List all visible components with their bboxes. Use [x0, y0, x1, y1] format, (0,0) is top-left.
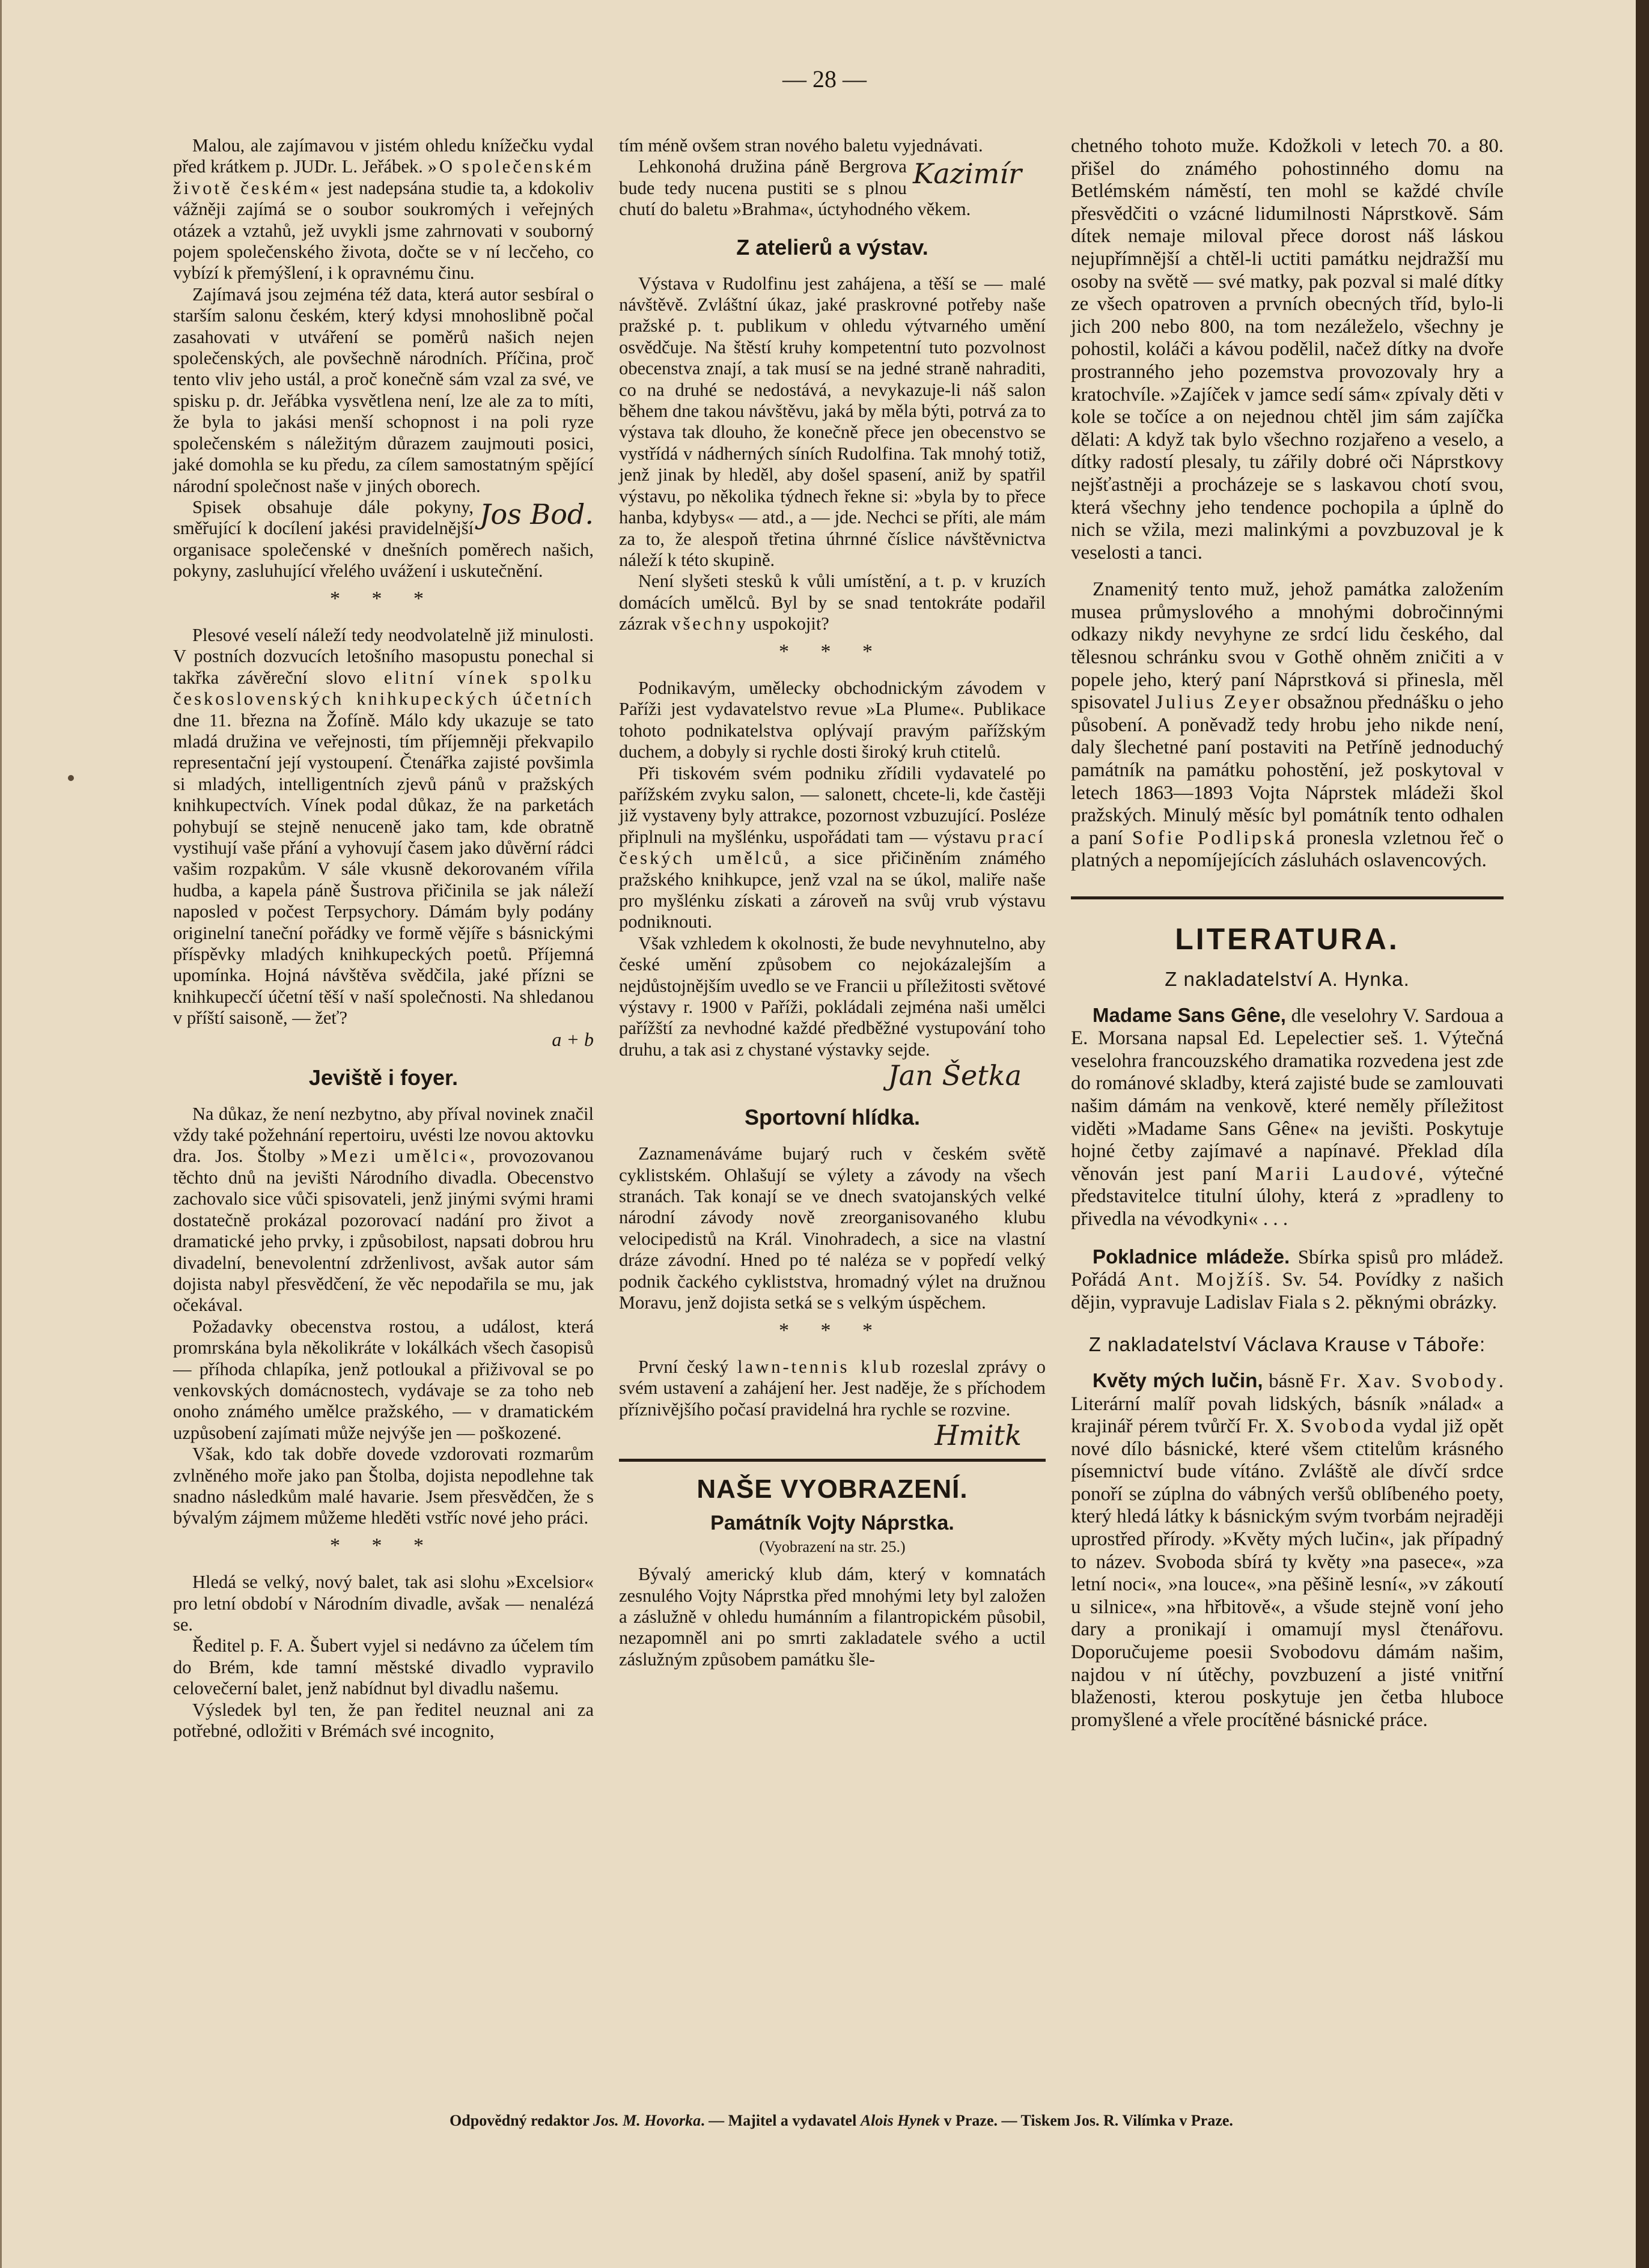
paragraph: Plesové veselí náleží tedy neodvolatelně již minulosti. V postních dozvucích letošního masopustu ponechal si takřka závěreční slovo elitní vínek spolku československých knihkupeckých účetních dne 11. března na Žofíně. Málo kdy ukazuje se tato mladá družina ve veřejnosti, tím příjemněji překvapilo representační její vystoupení. Čtenářka zajisté povšimla si mladých, intelligentních zjevů pánů v pražských knihkupectvích. Vínek podal důkaz, že na parketách pohybují se stejně nenuceně jako tam, kde obratně vystihují vaše přání a vyhovují časem jako důvěrní rádci vašim rozpakům. V sále vkusně dekorovaném vířila hudba, a kapela páně Šustrova přičinila se jak náleží naposled v počest Terpsychory. Dámám byly podány originelní taneční pořádky ve formě vějíře s básnickými příspěvky mladých knihkupeckých poetů. Příjemná upomínka. Hojná návštěva svědčila, jaké přízni se knihkupecčí účetní těší v naší společnosti. Na shledanou v příští saisoně, — žeť? — [173, 624, 594, 1029]
book-review: Pokladnice mládeže. Sbírka spisů pro mládež. Pořádá Ant. Mojžíš. Sv. 54. Povídky z našich dějin, vypravuje Ladislav Fiala s 2. pěknými obrázky. — [1071, 1245, 1504, 1313]
paragraph: Zajímavá jsou zejména též data, která autor sesbíral o starším salonu českém, který kdysi mnohoslibně počal zasahovati v utváření se poměrů našich nejen společenských, ale povšechně národních. Příčina, proč tento vliv jeho ustál, a proč konečně sám vzal za své, ve spisku p. dr. Jeřábka vysvětlena není, lze ale za to míti, že byla to jakási menší schopnost i na poli ryze společenském s náležitým důrazem zaujmouti posici, jaké domohla se ku předu, za cílem samostatným spějící národní společnost naše v jiných oborech. — [173, 284, 594, 496]
paragraph: tím méně ovšem stran nového baletu vyjednávati. — [619, 135, 983, 156]
paragraph: Však, kdo tak dobře dovede vzdorovati rozmarům zvlněného moře jako pan Štolba, dojista nepodlehne tak snadno následkům malé havarie. Jsem přesvědčen, že s bývalým zájmem můžeme hleděti vstříc nové jeho práci. — [173, 1444, 594, 1528]
signature: Hmitk — [934, 1419, 1022, 1452]
paragraph: Znamenitý tento muž, jehož památka založením musea průmyslového a mnohými dobročinnými odkazy nikdy nevyhyne ze srdcí lidu českého, dal tělesnou schránku svou v Gothě ohněm zničiti a v popele jeho, který paní Náprstková si přinesla, měl spisovatel Julius Zeyer obsažnou přednášku o jeho působení. A poněvadž tedy hrobu jeho nikde není, daly šlechetné paní postaviti na Petříně jednoduchý památník na památku pohostění, jež poskytoval v letech 1863—1893 Vojta Náprstek mládeži škol pražských. Minulý měsíc byl pomátník tento odhalen a paní Sofie Podlipská pronesla vzletnou řeč o platných a nepomíjejících zásluhách oslavencových. — [1071, 579, 1504, 872]
column-3 — [1071, 135, 1504, 1731]
paragraph: První český lawn-tennis klub rozeslal zprávy o svém ustavení a zahájení her. Jest naděje, že s příchodem příznivějšího počasí pravidelná hra rychle se rozvine. — [619, 1356, 1046, 1420]
paragraph: Na důkaz, že není nezbytno, aby příval novinek značil vždy také požehnání repertoiru, uvésti lze novou aktovku dra. Jos. Štolby »Mezi umělci«, provozovanou těchto dnů na jevišti Národního divadla. Obecenstvo zachovalo sice vůči spisovateli, jenž jinými svými hrami dostatečně prokázal pozorovací nadání pro život a dramatické jeho prvky, i způsobilost, napsati dobrou hru divadelní, benevolentní zdrženlivost, avšak autor sám dojista nabyl přesvědčení, že věc nepodařila se mu, jak očekával. — [173, 1103, 594, 1316]
page-edge-left — [0, 0, 2, 2268]
divider — [619, 1459, 1046, 1462]
paragraph: Výstava v Rudolfinu jest zahájena, a těší se — malé návštěvě. Zvláštní úkaz, jaké praskrovné potřeby naše pražské p. t. publikum v ohledu výtvarného umění osvědčuje. Na štěstí kruhy kompetentní tuto pozvolnost obecenstva znají, a tak musí se na jedné straně nahraditi, co na druhé se nedostává, a nevykazuje-li náš salon během dne takou návštěvu, jaká by měla býti, potrvá za to výstava tak dlouho, že konečně přece jen obecenstvo se vystřídá v nádherných síních Rudolfina. Tak mnohý totiž, jenž jinak by hleděl, aby došel spasení, aniž by spatřil výstavu, po několika týdnech řekne si: »byla by to přece hanba, kdybys« — atd., a — jde. Nechci se příti, ale mám za to, že alespoň třetina úhrnné číslice návštěvnictva náleží k této skupině. — [619, 273, 1046, 570]
literature-heading: LITERATURA. — [1175, 922, 1400, 956]
paragraph: Podnikavým, umělecky obchodnickým závodem v Paříži jest vydavatelstvo revue »La Plume«. Publikace tohoto podnikatelstva oplývají pravým pařížským duchem, a dobyly si rychle dosti široký kruh ctitelů. — [619, 677, 1046, 762]
section-stars: * * * — [330, 1534, 437, 1557]
section-stars: * * * — [330, 587, 437, 610]
paragraph: Však vzhledem k okolnosti, že bude nevyhnutelno, aby české umění způsobem co nejokázalejším a nejdůstojnějším uvedlo se ve Francii u příležitosti světové výstavy r. 1900 v Paříži, pokládali zejména naši umělci pařížští za nevhodné každé předběžné vystupování toho druhu, a tak asi z chystané výstavky sejde. — [619, 932, 1046, 1060]
paragraph: Výsledek byl ten, že pan ředitel neuznal ani za potřebné, odložiti v Brémách své incognito, — [173, 1699, 594, 1742]
section-heading: NAŠE VYOBRAZENÍ. — [696, 1474, 968, 1504]
paragraph: Při tiskovém svém podniku zřídili vydavatelé po pařížském zvyku salon, — salonett, chcete-li, kde častěji již vystaveny byly attrakce, pozornost vzbuzující. Posléze připlnuli na myšlénku, uspořádati tam — výstavu prací českých umělců, a sice přičiněním známého pražského knihkupce, jenž vzal na se úkol, maliře naše pro myšlénku získati a zároveň na svůj vrub výstavu podniknouti. — [619, 762, 1046, 932]
paragraph: chetného tohoto muže. Kdožkoli v letech 70. a 80. přišel do známého pohostinného domu na Betlémském náměstí, ten mohl se každé chvíle přesvědčiti o vzácné lidumilnosti Náprstkově. Sám dítek nemaje miloval přece dorost náš láskou nejupřímnější a chtěl-li uctiti památku nejdražší mu osoby na světě — své matky, pak pozval si malé dítky ze všech opatroven a prvních obecných tříd, bylo-li jich 200 nebo 800, na tom nezáleželo, všechny je pohostil, koláči a kávou podělil, načež dítky na dvoře prostranného jeho pozemstva provozovaly hry a kratochvíle. »Zajíček v jamce sedí sám« zpívaly děti v kole se točíce a on nejednou chtěl jim sám zajíčka dělati: A když tak bylo všechno rozjařeno a veselo, a dítky radostí plesaly, tu zářily dobré oči Náprstkovy nejšťastněji a procházeje se s laskavou chotí svou, která všechny jeho tendence pochopila a úplně do nich se vžila, mezi malinkými a povzbuzoval je k veselosti a tanci. — [1071, 135, 1504, 564]
article-title: Památník Vojty Náprstka. — [710, 1512, 954, 1535]
signature: Jan Šetka — [888, 1059, 1022, 1092]
author-initials: a + b — [552, 1028, 594, 1050]
page-edge-right — [1636, 0, 1649, 2268]
paragraph: Ředitel p. F. A. Šubert vyjel si nedávno za účelem tím do Brém, kde tamní městské divadlo vypravilo celovečerní balet, jenž nabídnut byl divadlu našemu. — [173, 1635, 594, 1699]
imprint-footer: Odpovědný redaktor Jos. M. Hovorka. — Majitel a vydavatel Alois Hynek v Praze. — Tiskem Jos. R. Vilímka v Praze. — [450, 2112, 1233, 2129]
event-name: elitní vínek spolku československých knihkupeckých účetních — [173, 667, 594, 710]
book-review: Madame Sans Gêne, dle veselohry V. Sardoua a E. Morsana napsal Ed. Lepelectier seš. 1. Výtečná veselohra francouzského dramatika rozvedena jest zde do románové skladby, která zajisté bude se zamlouvati našim dámám na venkově, které neměly příležitost viděti »Madame Sans Gêne« na jevišti. Poskytuje hojné četby zajímavé a napínavé. Překlad díla věnován jest paní Marii Laudové, výtečné představitelce titulní úlohy, která z »pradleny to přivedla na vévodkyni« . . . — [1071, 1003, 1504, 1230]
publisher-heading: Z nakladatelství A. Hynka. — [1165, 968, 1410, 990]
editor-name: Jos. M. Hovorka — [593, 2112, 701, 2129]
paragraph: Není slyšeti stesků k vůli umístění, a t. p. v kruzích domácích umělců. Byl by se snad tentokráte podařil zázrak všechny uspokojit? — [619, 571, 1046, 634]
paragraph: Malou, ale zajímavou v jistém ohledu knížečku vydal před krátkem p. JUDr. L. Jeřábek. »O společenském životě českém« jest nadepsána studie ta, a kdokoliv vážněji zajímá se o soubor soukromých i veřejných otázek a vztahů, jež uvykli jsme zahrnovati v souborný pojem společenského života, dočte se v ní lecčeho, co vybízí k přemýšlení, i k opravnému činu. — [173, 135, 594, 284]
section-heading: Sportovní hlídka. — [744, 1105, 921, 1130]
ink-spot — [68, 775, 74, 781]
paragraph: Lehkonohá družina páně Bergrova bude tedy nucena pustiti se s plnou chutí do baletu »Brahma«, úctyhodného věkem. — [619, 156, 971, 220]
play-title: »Mezi umělci« — [319, 1146, 471, 1167]
signature: Jos Bod. — [480, 497, 594, 531]
column-1 — [173, 135, 594, 1742]
column-2 — [619, 135, 1046, 1670]
section-stars: * * * — [779, 1319, 886, 1342]
signed-paragraph — [173, 497, 594, 582]
signature: Kazimír — [912, 157, 1022, 190]
page-number: — 28 — — [782, 65, 867, 93]
paragraph: Zaznamenáváme bujarý ruch v českém světě cyklistském. Ohlašují se výlety a závody na všech stranách. Tak konají se ve dnech svatojanských velké národní závody nově zreorganisovaného klubu velocipedistů na Král. Vinohradech, a sice na vlastní dráze závodní. Hned po té naléza se v popředí velký podnik čackého cykliststva, hromadný výlet na družnou Moravu, jenž dojista setká se s velkým úspěchem. — [619, 1143, 1046, 1313]
signed-paragraph — [619, 933, 1046, 1090]
image-reference: (Vyobrazení na str. 25.) — [759, 1538, 906, 1556]
signed-paragraph — [619, 156, 1046, 220]
divider — [1071, 896, 1504, 899]
book-title: »O společenském životě českém« — [173, 156, 594, 198]
section-heading: Z atelierů a výstav. — [736, 234, 928, 260]
paragraph: Spisek obsahuje dále pokyny, směřující k docílení jakési pravidelnější organisace společenské v dnešních poměrech našich, pokyny, zasluhující vřelého uvážení i uskutečnění. — [173, 496, 594, 582]
book-review: Květy mých lučin, básně Fr. Xav. Svobody. Literární malíř povah lidských, básník »nálad« a krajinář pérem tvůrčí Fr. X. Svoboda vydal již opět nové dílo básnické, které všem ctitelům krásného písemnictví bude vítáno. Zvláště ale dívčí srdce ponoří se zúplna do vábných veršů oblíbeného poety, který hledá látky k básnickým svým tvorbám nejraději uprostřed přírody. »Květy mých lučin«, jak případný to název. Svoboda sbírá ty květy »na pasece«, »za letní noci«, »na louce«, »na pěšině lesní«, »v zákoutí u silnice«, »na hřbitově«, a všude stejně voní jeho dary a pronikají i omamují mysl čtenářovu. Doporučujeme poesii Svobodovu dámám našim, najdou v ní útěchy, povzbuzení a jisté vnitřní blaženosti, kterou poskytuje jen četba hluboce promyšlené a vřele procítěné básnické práce. — [1071, 1369, 1504, 1731]
paragraph: Hledá se velký, nový balet, tak asi slohu »Excelsior« pro letní období v Národním divadle, avšak — nenalézá se. — [173, 1572, 594, 1635]
publisher-name: Alois Hynek — [860, 2112, 940, 2129]
paragraph: Bývalý americký klub dám, který v komnatách zesnulého Vojty Náprstka před mnohými lety byl založen a záslužně v ohledu humánním a filantropickém působil, nezapomněl ani po smrti zakladatele svého a uctil záslužným způsobem památku šle- — [619, 1564, 1046, 1670]
publisher-heading: Z nakladatelství Václava Krause v Táboře: — [1088, 1333, 1486, 1356]
paragraph: Požadavky obecenstva rostou, a událost, která promrskána byla několikráte v lokálkách všech časopisů — příhoda chlapíka, jenž potloukal a přiživoval se po venkovských domácnostech, vydávaje se za toho neb onoho známého umělce pražského, — v dramatickém uzpůsobení zajímati může nejvýše jen — poškozené. — [173, 1316, 594, 1443]
section-stars: * * * — [779, 640, 886, 663]
section-heading: Jeviště i foyer. — [308, 1065, 459, 1090]
